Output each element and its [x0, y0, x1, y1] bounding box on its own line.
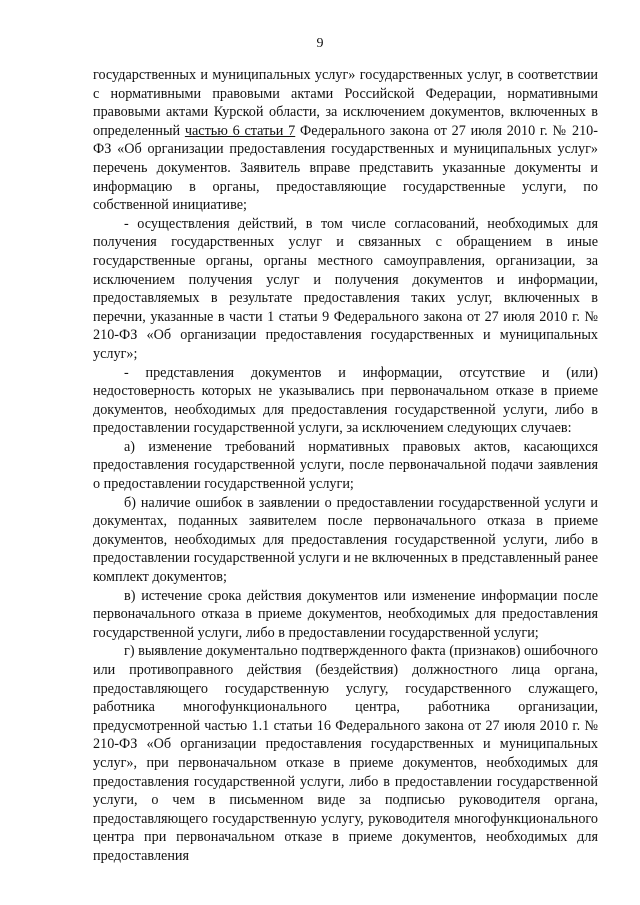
paragraph-documents-list — [93, 66, 598, 215]
paragraph-text-part: Федерального закона от 27 июля 2010 г. № 210-ФЗ «Об организации предоставления государственных и муниципальных услуг» перечень документов. Заявитель вправе представить указанные документы и информацию в органы, предоставляющие государственные услуги, по собственной инициативе; — [93, 122, 598, 214]
list-item-g: г) выявление документально подтвержденного факта (признаков) ошибочного или противоправного действия (бездействия) должностного лица органа, предоставляющего государственную услугу, государственного служащего, работника многофункционального центра, работника организации, предусмотренной частью 1.1 статьи 16 Федерального закона от 27 июля 2010 г. № 210-ФЗ «Об организации предоставления государственных и муниципальных услуг», при первоначальном отказе в приеме документов, необходимых для предоставления государственной услуги, либо в предоставлении государственной услуги, о чем в письменном виде за подписью руководителя органа, предоставляющего государственную услугу, руководителя многофункционального центра при первоначальном отказе в приеме документов, необходимых для предоставления — [93, 643, 598, 864]
page-number: 9 — [316, 36, 324, 51]
list-item-a: а) изменение требований нормативных правовых актов, касающихся предоставления государственной услуги, после первоначальной подачи заявления о предоставлении государственной услуги; — [93, 438, 598, 493]
document-body — [93, 66, 598, 866]
list-item-b: б) наличие ошибок в заявлении о предоставлении государственной услуги и документах, поданных заявителем после первоначального отказа в приеме документов, необходимых для предоставления государственной услуги, либо в предоставлении государственной услуги и не включенных в представленный ранее комплект документов; — [93, 494, 598, 586]
paragraph-actions: - осуществления действий, в том числе согласований, необходимых для получения государственных услуг и связанных с обращением в иные государственные органы, органы местного самоуправления, организации, за исключением получения услуг и получения документов и информации, предоставляемых в результате предоставления таких услуг, включенных в перечни, указанные в части 1 статьи 9 Федерального закона от 27 июля 2010 г. № 210-ФЗ «Об организации предоставления государственных и муниципальных услуг»; — [93, 215, 598, 362]
law-reference-link[interactable]: частью 6 статьи 7 — [184, 122, 296, 139]
list-item-v: в) истечение срока действия документов или изменение информации после первоначального отказа в приеме документов, необходимых для предоставления государственной услуги, либо в предоставлении государственной услуги; — [93, 587, 598, 641]
paragraph-documents-info: - представления документов и информации, отсутствие и (или) недостоверность которых не указывались при первоначальном отказе в приеме документов, необходимых для предоставления государственной услуги, либо в предоставлении государственной услуги, за исключением следующих случаев: — [93, 364, 598, 437]
paragraph-text-part: государственных и муниципальных услуг» государственных услуг, в соответствии с нормативными правовыми актами Российской Федерации, нормативными правовыми актами Курской области, за исключением документов, включенных в определенный — [93, 67, 598, 139]
